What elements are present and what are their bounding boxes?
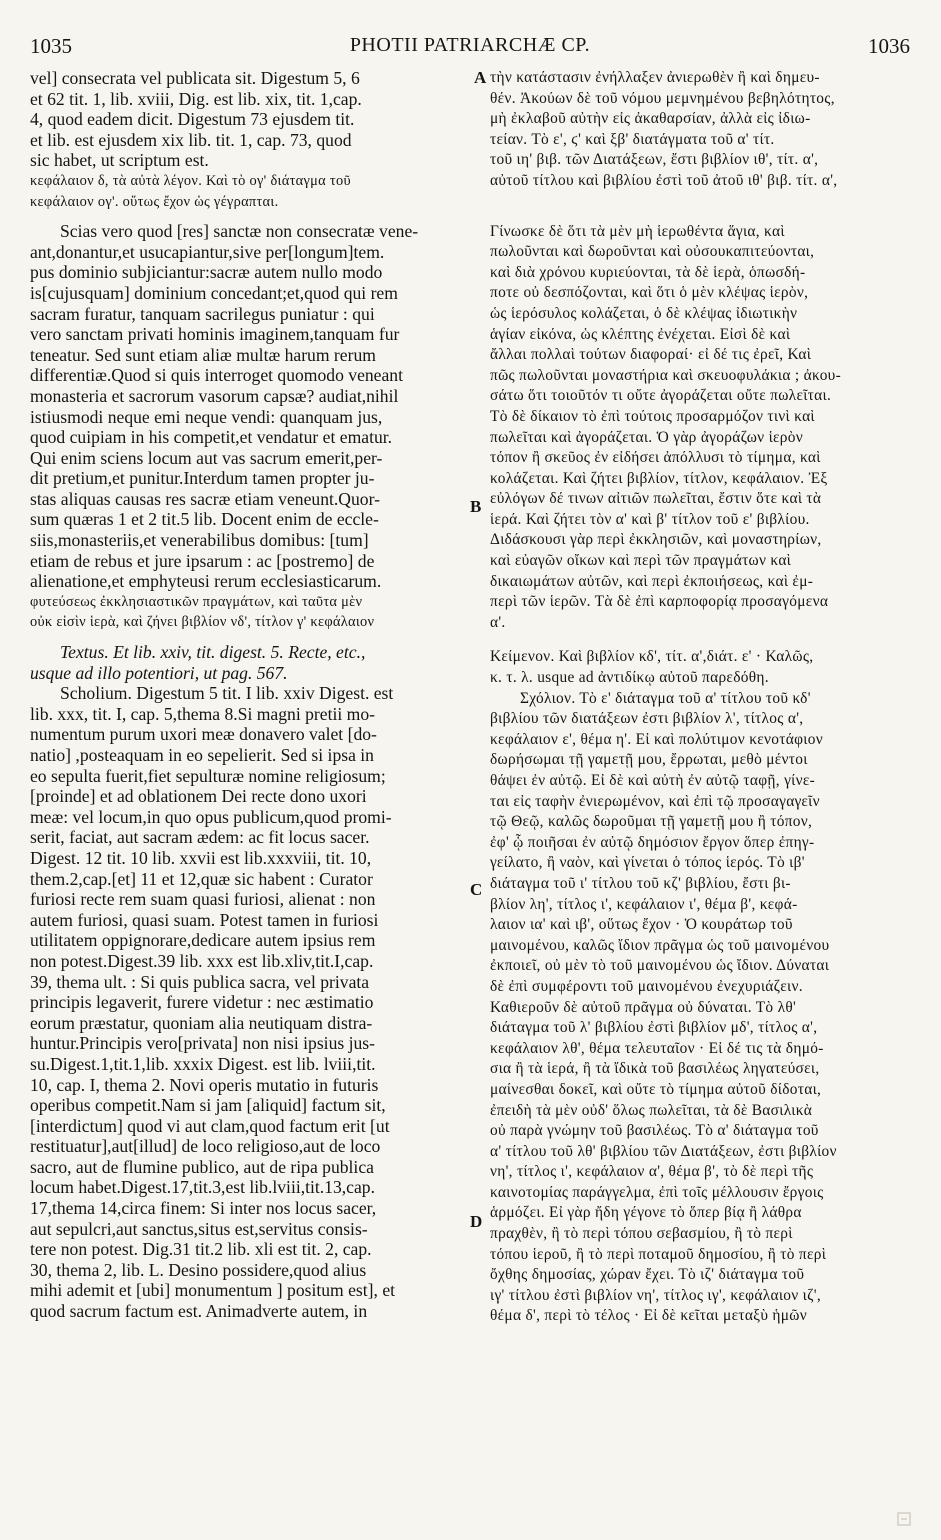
text-line: ἄλλαι πολλαὶ τούτων διαφοραί· εἰ δέ τις ἐρεῖ, Καὶ: [490, 346, 812, 364]
section-marker-c: C: [470, 880, 483, 899]
text-line: ὄχθης δημοσίας, χώραν ἔχει. Τὸ ιζ' διάταγμα τοῦ: [490, 1266, 805, 1284]
text-line: κεφάλαιον ε', θέμα η'. Εἰ καὶ πολύτιμον κενοτάφιον: [490, 730, 823, 748]
text-line: 30, thema 2, lib. L. Desino possidere,quod alius: [30, 1259, 367, 1280]
text-line: τόπον ἢ σκεῦος ἐν εἰδήσει ἀπόλλυσι τὸ τίμημα, καὶ: [490, 449, 821, 467]
text-line: locum habet.Digest.17,tit.3,est lib.lviii,tit.13,cap.: [30, 1177, 375, 1198]
text-line: natio] ,posteaquam in eo sepelierit. Sed si ipsa in: [30, 745, 374, 765]
text-line: σια ἢ τὰ ἱερά, ἢ τὰ ἴδικὰ τοῦ βασιλέως ληγατεύσει,: [490, 1060, 820, 1078]
text-line: βιβλίου τῶν διατάξεων ἐστι βιβλίον λ', τίτλος α',: [490, 710, 804, 728]
text-line: su.Digest.1,tit.1,lib. xxxix Digest. est lib. lviii,tit.: [30, 1053, 376, 1074]
text-line: siis,monasteriis,et venerabilibus domibus: [tum]: [30, 530, 369, 551]
text-line: κ. τ. λ. usque ad ἀντιδίκῳ αὐτοῦ παρεδόθη.: [490, 669, 769, 687]
page-number-right: 1036: [868, 34, 910, 58]
text-line: teneatur. Sed sunt etiam aliæ multæ harum rerum: [30, 344, 376, 365]
text-line: 10, cap. I, thema 2. Novi operis mutatio in futuris: [30, 1074, 379, 1095]
text-line: mihi ademit et [ubi] monumentum ] positum est], et: [30, 1280, 396, 1301]
text-line: eo sepulta fuerit,fiet sepulturæ nomine religiosum;: [30, 765, 386, 786]
greek-column: [490, 68, 930, 1327]
text-line: δὲ ἐπὶ συμφέροντι τοῦ μαινομένου ἐνεχυριάζειν.: [490, 977, 803, 995]
text-line: et lib. est ejusdem xix lib. tit. 1, cap. 73, quod: [30, 129, 352, 150]
text-line: α'.: [490, 613, 506, 631]
text-line: α' τίτλου τοῦ λθ' βιβλίου τῶν Διατάξεων, ἐστι βιβλίον: [490, 1142, 837, 1160]
text-line: μαίνεσθαι δοκεῖ, καὶ οὔτε τὸ τίμημα αὐτοῦ δίδοται,: [490, 1080, 822, 1098]
greek-footnote-line: κεφάλαιον ογ'. οὕτως ἔχον ὡς γέγραπται.: [30, 193, 279, 210]
textus-heading: Textus. Et lib. xxiv, tit. digest. 5. Recte, etc.,: [60, 642, 366, 663]
page-header: [30, 34, 910, 60]
text-line: τὴν κατάστασιν ἐνήλλαξεν ἀνιερωθὲν ἢ καὶ δημευ-: [490, 69, 820, 86]
text-line: lib. xxx, tit. I, cap. 5,thema 8.Si magni pretii mo-: [30, 703, 375, 724]
text-line: ἁρμόζει. Εἰ γὰρ ἤδη γέγονε τὸ ὅπερ βίᾳ ἢ λάθρα: [490, 1204, 802, 1222]
text-line: πραχθὲν, ἢ τὸ περὶ τόπου σεβασμίου, ἢ τὸ περὶ: [490, 1225, 793, 1243]
library-stamp-icon: [897, 1512, 911, 1526]
text-line: ἐφ' ᾧ ποιῆσαι ἐν αὐτῷ δημόσιον ἔργον ὅπερ ἐπηγ-: [490, 833, 815, 851]
text-line: [interdictum] quod vi aut clam,quod factum erit [ut: [30, 1115, 390, 1136]
text-line: πωλεῖται καὶ ἀγοράζεται. Ὁ γὰρ ἀγοράζων ἱερὸν: [490, 428, 804, 446]
scholium-heading: Scholium. Digestum 5 tit. I lib. xxiv Digest. est: [60, 683, 394, 704]
text-line: Τὸ δὲ δίκαιον τὸ ἐπὶ τούτοις προσαρμόζον τινὶ καὶ: [490, 407, 815, 425]
text-line: quod cuipiam in his competit,et vendatur et ematur.: [30, 427, 393, 448]
text-line: quod sacrum factum est. Animadverte autem, in: [30, 1301, 368, 1322]
text-line: istiusmodi neque emi neque vendi: quanquam jus,: [30, 406, 383, 427]
text-line: ται εἰς ταφὴν ἐνιερωμένον, καὶ ἐπὶ τῷ προσαγαγεῖν: [490, 792, 820, 810]
text-line: is[cujusquam] dominium concedant;et,quod qui rem: [30, 282, 398, 303]
text-line: sacram furatur, tanquam sacrilegus puniatur : qui: [30, 303, 375, 324]
text-line: τῷ Θεῷ, καλῶς δωροῦμαι τῇ γαμετῇ μου ἢ τόπον,: [490, 813, 813, 831]
text-line: τοῦ ιη' βιβ. τῶν Διατάξεων, ἔστι βιβλίον ιθ', τίτ. α',: [490, 151, 819, 169]
text-line: ιγ' τίτλου ἐστὶ βιβλίον νη', τίτλος ιγ', κεφάλαιον ιζ',: [490, 1286, 822, 1304]
text-line: οὐ παρὰ γνώμην τοῦ βασιλέως. Τὸ α' διάταγμα τοῦ: [490, 1122, 819, 1140]
text-line: et 62 tit. 1, lib. xviii, Dig. est lib. xix, tit. 1,cap.: [30, 88, 362, 109]
text-line: διάταγμα τοῦ λ' βιβλίου ἐστὶ βιβλίον μδ', τίτλος α',: [490, 1019, 818, 1037]
text-line: usque ad illo potentiori, ut pag. 567.: [30, 662, 288, 683]
text-line: Digest. 12 tit. 10 lib. xxvii est lib.xxxviii, tit. 10,: [30, 847, 372, 868]
text-line: numentum purum uxori meæ donavero valet [do-: [30, 724, 377, 745]
text-line: Διδάσκουσι γὰρ περὶ ἐκκλησιῶν, καὶ μοναστηρίων,: [490, 531, 822, 549]
text-line: 4, quod eadem dicit. Digestum 73 ejusdem tit.: [30, 109, 355, 130]
text-line: 17,thema 14,circa finem: Si inter nos locus sacer,: [30, 1198, 377, 1219]
text-line: Qui enim sciens locum aut vas sacrum emerit,per-: [30, 447, 383, 468]
text-line: καινοτομίας παράγγελμα, ἐπὶ τοῖς μέλλουσιν ἔργοις: [490, 1183, 824, 1201]
text-line: θέμα δ', περὶ τὸ τέλος · Εἰ δὲ κεῖται μεταξὺ ἡμῶν: [490, 1307, 807, 1325]
page-number-left: 1035: [30, 34, 72, 58]
text-line: stas aliquas causas res sacræ etiam veneunt.Quor-: [30, 488, 380, 509]
text-line: ἁγίαν εἰκόνα, ὡς κλέπτης ἐνέχεται. Εἰσὶ δὲ καὶ: [490, 325, 791, 343]
text-line: utilitatem oppignorare,dedicare autem ipsius rem: [30, 930, 376, 951]
text-line: ant,donantur,et usucapiantur,sive per[longum]tem.: [30, 241, 385, 262]
text-line: καὶ διὰ χρόνου κυριεύονται, τὰ δὲ ἱερὰ, ὁπωσδή-: [490, 263, 806, 281]
text-line: πωλοῦνται καὶ δωροῦνται καὶ οὐσουκαπιτεύονται,: [490, 243, 815, 261]
text-line: serit, faciat, aut sacram ædem: ac fit locus sacer.: [30, 827, 370, 848]
text-line: σάτω ὅτι τοιοῦτόν τι οὔτε ἀγοράζεται οὔτε πωλεῖται.: [490, 387, 832, 405]
text-line: δωρήσωμαι τῇ γαμετῇ μου, ἔρρωται, μεθὸ μέντοι: [490, 751, 808, 769]
text-line: sic habet, ut scriptum est.: [30, 150, 209, 171]
text-line: operibus competit.Nam si jam [aliquid] factum sit,: [30, 1095, 386, 1116]
text-line: αὐτοῦ τίτλου καὶ βιβλίου ἐστὶ τοῦ ἀτοῦ ιθ' βιβ. τίτ. α',: [490, 171, 838, 189]
text-line: ὡς ἱερόσυλος κολάζεται, ὁ δὲ κλέψας ἰδιωτικὴν: [490, 304, 798, 322]
text-line: θάψει ἐν αὐτῷ. Εἰ δὲ καὶ αὐτὴ ἐν αὐτῷ ταφῇ, γίνε-: [490, 772, 816, 789]
text-line: θέν. Ἀκούων δὲ τοῦ νόμου μεμνημένου βεβηλότητος,: [490, 89, 835, 107]
text-line: περὶ τῶν ἱερῶν. Τὰ δὲ ἐπὶ καρποφορίᾳ προσαγόμενα: [490, 593, 829, 611]
section-marker-b: B: [470, 497, 482, 516]
text-line: ποτε οὐ δεσπόζονται, καὶ ὅτι ὁ μὲν κλέψας ἱερὸν,: [490, 284, 809, 302]
text-line: pus dominio subjiciantur:sacræ autem nullo modo: [30, 262, 383, 283]
text-line: restituatur],aut[illud] de loco religioso,aut de loco: [30, 1136, 381, 1157]
text-line: γείλατο, ἢ ναὸν, καὶ γίνεται ὁ τόπος ἱερός. Τὸ ιβ': [490, 854, 805, 872]
text-line: vel] consecrata vel publicata sit. Digestum 5, 6: [30, 68, 360, 88]
text-line: λαιον ια' καὶ ιβ', οὕτως ἔχον · Ὁ κουράτωρ τοῦ: [490, 916, 793, 934]
text-line: aut sepulcri,aut sanctus,situs est,servitus consis-: [30, 1218, 368, 1239]
text-line: βλίον λη', τίτλος ι', κεφάλαιον ι', θέμα β', κεφά-: [490, 895, 798, 913]
text-line: [proinde] et ad oblationem Dei recte dono uxori: [30, 786, 367, 807]
text-line: κεφάλαιον λθ', θέμα τελευταῖον · Εἰ δέ τις τὰ δημό-: [490, 1039, 824, 1057]
text-line: etiam de rebus et jure ipsarum : ac [postremo] de: [30, 550, 375, 571]
text-line: τόπου ἱεροῦ, ἢ τὸ περὶ ποταμοῦ δημοσίου, ἢ τὸ περὶ: [490, 1245, 827, 1263]
greek-footnote-line: κεφάλαιον δ, τὰ αὐτὰ λέγον. Καὶ τὸ ογ' διάταγμα τοῦ: [30, 172, 351, 189]
greek-footnote-line: φυτεύσεως ἐκκλησιαστικῶν πραγμάτων, καὶ ταῦτα μὲν: [30, 593, 363, 610]
text-line: meæ: vel locum,in quo opus publicum,quod promi-: [30, 806, 392, 827]
text-line: ἱερά. Καὶ ζήτει τὸν α' καὶ β' τίτλον τοῦ ε' βιβλίου.: [490, 510, 810, 528]
text-line: tere non potest. Dig.31 tit.2 lib. xli est tit. 2, cap.: [30, 1239, 372, 1260]
latin-column: [30, 68, 483, 1322]
text-line: differentiæ.Quod si quis interroget quomodo veneant: [30, 365, 403, 386]
text-line: eorum præstatur, quoniam alia neutiquam distra-: [30, 1012, 373, 1033]
text-line: 39, thema ult. : Si quis publica sacra, vel privata: [30, 971, 370, 992]
text-line: autem furiosi, quasi suam. Potest tamen in furiosi: [30, 909, 379, 930]
scholion-heading: Σχόλιον. Τὸ ε' διάταγμα τοῦ α' τίτλου τοῦ κδ': [520, 689, 811, 707]
text-line: κολάζεται. Καὶ ζήτει βιβλίον, τίτλον, κεφάλαιον. Ἐξ: [490, 469, 828, 487]
text-line: them.2,cap.[et] 11 et 12,quæ sic habent : Curator: [30, 868, 373, 889]
text-line: τείαν. Τὸ ε', ϛ' καὶ ξβ' διατάγματα τοῦ α' τίτ.: [490, 130, 775, 148]
text-line: Γίνωσκε δὲ ὅτι τὰ μὲν μὴ ἱερωθέντα ἅγια, καὶ: [490, 222, 785, 240]
text-line: δικαιωμάτων αὐτῶν, καὶ περὶ ἐκποιήσεως, καὶ ἐμ-: [490, 572, 814, 590]
text-line: διάταγμα τοῦ ι' τίτλου τοῦ κζ' βιβλίου, ἔστι βι-: [490, 874, 791, 892]
text-line: μὴ ἐκλαβοῦ αὐτὴν εἰς ἀκαθαρσίαν, ἀλλὰ εἰς ἰδιω-: [490, 110, 811, 128]
text-line: μαινομένου, καλῶς ἴδιον πρᾶγμα ὡς τοῦ μαινομένου: [490, 936, 830, 954]
text-line: Καθιεροῦν δὲ αὐτοῦ πρᾶγμα οὐ δύναται. Τὸ λθ': [490, 998, 797, 1016]
text-line: καὶ εὐαγῶν οἴκων καὶ περὶ τῶν πραγμάτων καὶ: [490, 552, 792, 570]
text-line: vero sanctam privati hominis imaginem,tanquam fur: [30, 324, 400, 345]
text-line: monasteria et sacrorum vasorum capsæ? audiat,nihil: [30, 385, 399, 406]
text-line: εὐλόγων δέ τινων αἰτιῶν πωλεῖται, ἔστιν ὅτε καὶ τὰ: [490, 490, 822, 508]
text-line: sacro, aut de flumine publico, aut de ripa publica: [30, 1156, 374, 1177]
greek-footnote-line: οὐκ εἰσὶν ἱερὰ, καὶ ζήνει βιβλίον νδ', τίτλον γ' κεφάλαιον: [30, 614, 375, 631]
text-line: νη', τίτλος ι', κεφάλαιον α', θέμα β', τὸ δὲ περὶ τῆς: [490, 1163, 814, 1181]
text-line: πῶς πωλοῦνται μοναστήρια καὶ σκευοφυλάκια ; ἀκου-: [490, 366, 842, 384]
text-line: dit pretium,et punitur.Interdum tamen propter ju-: [30, 468, 375, 489]
text-line: sum quæras 1 et 2 tit.5 lib. Docent enim de eccle-: [30, 509, 379, 530]
keimenon-heading: Κείμενον. Καὶ βιβλίον κδ', τίτ. α',διάτ. ε' · Καλῶς,: [490, 648, 814, 666]
running-title: PHOTII PATRIARCHÆ CP.: [349, 34, 591, 56]
text-line: alienatione,et emphyteusi rerum ecclesiasticarum.: [30, 571, 382, 592]
text-line: principis legaverit, furere videtur : nec æstimatio: [30, 992, 374, 1013]
text-line: non potest.Digest.39 lib. xxx est lib.xliv,tit.I,cap.: [30, 950, 374, 971]
text-line: furiosi recte rem suam quasi furiosi, alienat : non: [30, 889, 376, 910]
text-line: huntur.Principis vero[privata] non nisi ipsius jus-: [30, 1033, 376, 1054]
section-marker-d: D: [470, 1212, 483, 1231]
text-line: Scias vero quod [res] sanctæ non consecratæ vene-: [60, 221, 419, 242]
section-marker-a: A: [474, 68, 487, 87]
text-line: ἐπειδὴ τὰ μὲν οὐδ' ὅλως πωλεῖται, τὰ δὲ Βασιλικὰ: [490, 1101, 813, 1119]
text-line: ἐκποιεῖ, οὐ μὲν τὸ τοῦ μαινομένου ὡς ἴδιον. Δύναται: [490, 957, 830, 975]
